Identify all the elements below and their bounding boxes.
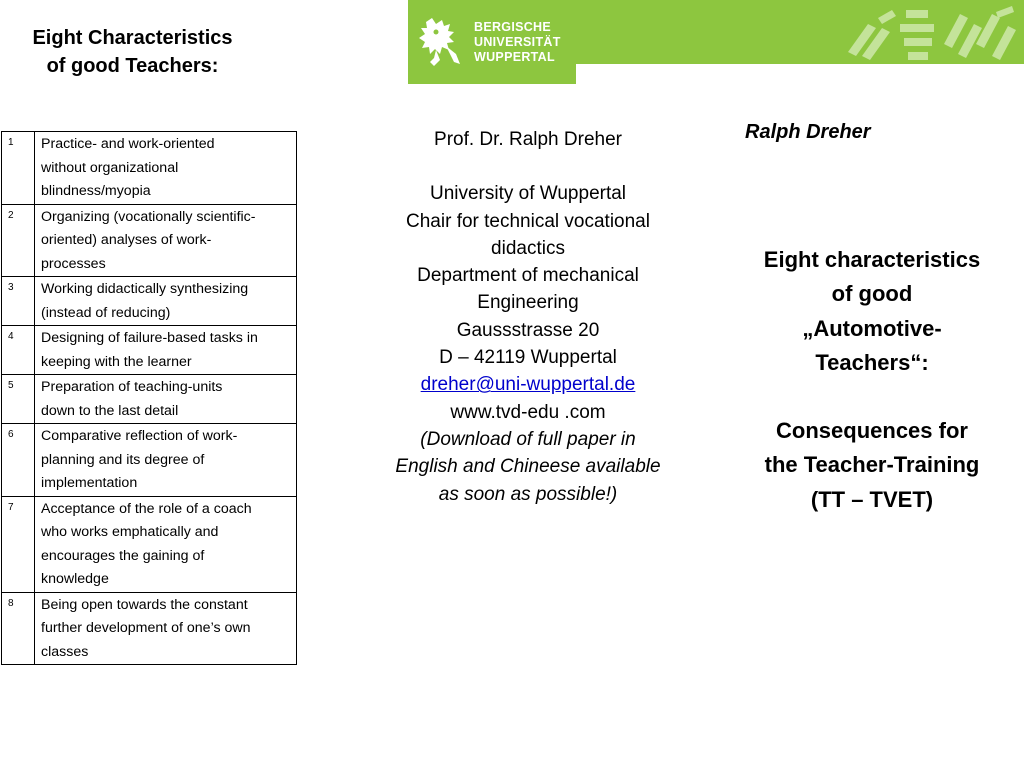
title-line: Eight Characteristics: [32, 27, 233, 49]
row-text-line: further development of one’s own: [41, 620, 251, 636]
row-text-line: Comparative reflection of work-: [41, 428, 238, 444]
row-text-line: who works emphatically and: [41, 524, 219, 540]
contact-line: Engineering: [477, 292, 579, 314]
row-text-line: classes: [41, 643, 89, 660]
note-line: English and Chineese available: [395, 456, 661, 478]
lion-icon: [416, 16, 466, 68]
title-line: „Automotive-: [802, 315, 942, 341]
row-number: 4: [2, 326, 35, 375]
row-number: 5: [2, 375, 35, 424]
author-name: Ralph Dreher: [745, 121, 871, 143]
row-text: [35, 204, 297, 277]
contact-line: Chair for technical vocational: [406, 210, 650, 232]
row-number: 2: [2, 204, 35, 277]
table-row: [2, 375, 297, 424]
row-text-line: down to the last detail: [41, 402, 179, 419]
title-line: of good Teachers:: [46, 55, 219, 77]
note-line: as soon as possible!): [438, 483, 618, 505]
row-text: [35, 424, 297, 497]
title-line: the Teacher-Training: [764, 452, 980, 478]
contact-line: Department of mechanical: [417, 265, 639, 287]
row-text-line: Preparation of teaching-units: [41, 379, 223, 395]
row-text: [35, 375, 297, 424]
title-line: Teachers“:: [815, 349, 929, 375]
row-text-line: Designing of failure-based tasks in: [41, 330, 258, 346]
uni-line: BERGISCHE: [474, 20, 552, 34]
row-text: [35, 326, 297, 375]
contact-line: University of Wuppertal: [429, 183, 627, 205]
contact-name: Prof. Dr. Ralph Dreher: [434, 129, 622, 150]
website-text: www.tvd-edu .com: [450, 401, 606, 423]
row-text-line: Practice- and work-oriented: [41, 136, 215, 152]
pattern-icon: [848, 4, 1018, 64]
title-line: (TT – TVET): [810, 486, 934, 512]
presentation-title: [742, 243, 1002, 517]
row-number: 6: [2, 424, 35, 497]
table-row: [2, 496, 297, 592]
row-text-line: implementation: [41, 475, 138, 491]
contact-block: [383, 126, 673, 508]
table-row: [2, 277, 297, 326]
uni-line: UNIVERSITÄT: [474, 35, 561, 49]
row-text-line: Acceptance of the role of a coach: [41, 500, 252, 517]
page-title: [10, 24, 255, 80]
table-body: [2, 132, 297, 665]
row-text-line: Organizing (vocationally scientific-: [41, 208, 256, 225]
row-text-line: knowledge: [41, 571, 109, 587]
university-name: [474, 20, 561, 65]
title-line: Eight characteristics: [763, 247, 981, 272]
contact-line: D – 42119 Wuppertal: [439, 347, 617, 369]
row-number: 7: [2, 496, 35, 592]
row-number: 3: [2, 277, 35, 326]
row-text-line: keeping with the learner: [41, 353, 192, 370]
uni-line: WUPPERTAL: [474, 50, 555, 64]
spacer: [383, 153, 673, 180]
row-text-line: oriented) analyses of work-: [41, 232, 212, 248]
table-row: [2, 592, 297, 665]
characteristics-table: [1, 131, 297, 665]
row-text-line: blindness/myopia: [41, 183, 151, 199]
row-text: [35, 277, 297, 326]
row-number: 1: [2, 132, 35, 205]
row-text-line: Working didactically synthesizing: [41, 281, 249, 297]
email-link[interactable]: dreher@uni-wuppertal.de: [420, 374, 636, 396]
row-text: [35, 132, 297, 205]
table-row: [2, 326, 297, 375]
row-text-line: processes: [41, 255, 106, 272]
row-text-line: planning and its degree of: [41, 451, 205, 468]
row-text-line: without organizational: [41, 159, 179, 176]
contact-line: didactics: [491, 237, 565, 259]
title-line: Consequences for: [776, 418, 968, 444]
row-text-line: encourages the gaining of: [41, 547, 205, 564]
table-row: [2, 424, 297, 497]
row-text: [35, 496, 297, 592]
spacer: [742, 380, 1002, 414]
table-row: [2, 204, 297, 277]
title-line: of good: [831, 281, 913, 307]
contact-line: Gaussstrasse 20: [456, 319, 600, 341]
note-line: (Download of full paper in: [420, 428, 636, 450]
row-text: [35, 592, 297, 665]
row-text-line: (instead of reducing): [41, 304, 171, 321]
row-text-line: Being open towards the constant: [41, 596, 248, 613]
row-number: 8: [2, 592, 35, 665]
table-row: [2, 132, 297, 205]
